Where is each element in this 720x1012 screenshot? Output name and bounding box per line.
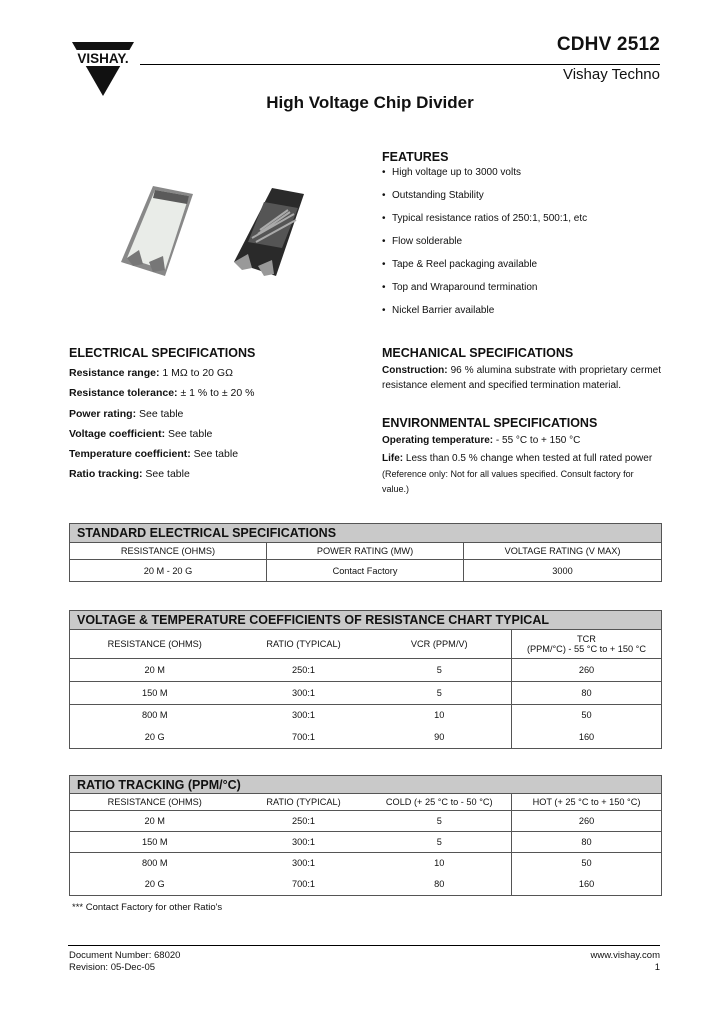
table-footnote: *** Contact Factory for other Ratio's: [72, 902, 223, 913]
footer-rule: [68, 945, 660, 946]
table-row: [70, 682, 662, 705]
manufacturer: Vishay Techno: [562, 66, 660, 83]
life-spec: Life: Less than 0.5 % change when tested at full rated power (Reference only: Not for all values specified. Consult factory for value.): [382, 453, 653, 494]
table-cell: 5: [368, 811, 512, 832]
features-list: [382, 167, 672, 328]
table-cell: 3000: [464, 560, 662, 582]
table-cell: 20 M - 20 G: [70, 560, 267, 582]
column-header: COLD (+ 25 °C to - 50 °C): [368, 794, 512, 811]
column-header: VCR (PPM/V): [368, 630, 512, 659]
table-cell: 50: [512, 853, 662, 874]
table-cell: 160: [512, 874, 662, 896]
table-row: [70, 726, 662, 749]
table-cell: 250:1: [240, 659, 368, 682]
column-header-tcr: TCR (PPM/°C) - 55 °C to + 150 °C: [512, 630, 662, 659]
feature-item: • Flow solderable: [382, 236, 672, 259]
life-note: (Reference only: Not for all values specified. Consult factory for value.): [382, 468, 634, 494]
table-cell: 250:1: [240, 811, 368, 832]
column-header: RESISTANCE (OHMS): [70, 630, 240, 659]
table-cell: 50: [512, 705, 662, 726]
feature-item: • Tape & Reel packaging available: [382, 259, 672, 282]
header-rule: [140, 64, 660, 65]
table-cell: 800 M: [70, 705, 240, 726]
table-cell: 300:1: [240, 853, 368, 874]
environmental-heading: ENVIRONMENTAL SPECIFICATIONS: [382, 416, 598, 430]
table-cell: 160: [512, 726, 662, 749]
table-cell: 700:1: [240, 726, 368, 749]
table-title: STANDARD ELECTRICAL SPECIFICATIONS: [70, 524, 662, 543]
table-cell: 20 M: [70, 811, 240, 832]
table-row: [70, 705, 662, 726]
table-cell: 700:1: [240, 874, 368, 896]
table-row: [70, 853, 662, 874]
operating-temperature: Operating temperature: - 55 °C to + 150 °C: [382, 435, 581, 446]
column-header: RATIO (TYPICAL): [240, 794, 368, 811]
column-header: HOT (+ 25 °C to + 150 °C): [512, 794, 662, 811]
features-heading: FEATURES: [382, 150, 449, 164]
table-title: RATIO TRACKING (PPM/°C): [70, 776, 662, 794]
logo-text: VISHAY.: [77, 51, 129, 66]
table-cell: 10: [368, 853, 512, 874]
table-cell: 300:1: [240, 705, 368, 726]
table-cell: 90: [368, 726, 512, 749]
vishay-logo: [68, 28, 138, 98]
revision: Revision: 05-Dec-05: [69, 962, 156, 973]
electrical-spec-list: [69, 367, 359, 489]
spec-line: Temperature coefficient: See table: [69, 448, 239, 461]
spec-line: Voltage coefficient: See table: [69, 427, 213, 440]
feature-item: • Top and Wraparound termination: [382, 282, 672, 305]
column-header: POWER RATING (MW): [267, 543, 464, 560]
chip-image-bottom: [228, 182, 328, 282]
table-cell: 80: [512, 832, 662, 853]
table-row: [70, 874, 662, 896]
chip-image-top: [105, 180, 205, 280]
ratio-tracking-table: [69, 775, 662, 896]
page-number: 1: [654, 962, 660, 973]
spec-line: Resistance range: 1 MΩ to 20 GΩ: [69, 367, 233, 379]
table-cell: 260: [512, 659, 662, 682]
website-link[interactable]: www.vishay.com: [590, 950, 660, 961]
table-cell: 300:1: [240, 832, 368, 853]
table-cell: 150 M: [70, 832, 240, 853]
table-cell: Contact Factory: [267, 560, 464, 582]
column-header: RESISTANCE (OHMS): [70, 794, 240, 811]
table-cell: 10: [368, 705, 512, 726]
part-number: CDHV 2512: [556, 34, 660, 55]
mechanical-heading: MECHANICAL SPECIFICATIONS: [382, 346, 574, 360]
column-header: VOLTAGE RATING (V MAX): [464, 543, 662, 560]
table-cell: 5: [368, 832, 512, 853]
table-row: [70, 659, 662, 682]
table-cell: 20 G: [70, 874, 240, 896]
table-row: [70, 832, 662, 853]
table-row: [70, 811, 662, 832]
table-cell: 80: [512, 682, 662, 705]
feature-item: • Typical resistance ratios of 250:1, 500:1, etc: [382, 213, 672, 236]
table-cell: 260: [512, 811, 662, 832]
mechanical-construction: Construction: 96 % alumina substrate with proprietary cermet resistance element and specified termination material.: [382, 365, 661, 391]
table-cell: 80: [368, 874, 512, 896]
page-title: High Voltage Chip Divider: [266, 93, 474, 112]
spec-line: Resistance tolerance: ± 1 % to ± 20 %: [69, 387, 255, 400]
table-row: [70, 560, 662, 582]
table-cell: 5: [368, 682, 512, 705]
electrical-heading: ELECTRICAL SPECIFICATIONS: [69, 346, 256, 360]
column-header: RESISTANCE (OHMS): [70, 543, 267, 560]
feature-item: • Nickel Barrier available: [382, 305, 672, 328]
table-cell: 150 M: [70, 682, 240, 705]
feature-item: • Outstanding Stability: [382, 190, 672, 213]
coefficients-table: [69, 610, 662, 749]
standard-electrical-table: [69, 523, 662, 582]
spec-line: Ratio tracking: See table: [69, 468, 190, 481]
feature-item: • High voltage up to 3000 volts: [382, 167, 672, 190]
table-title: VOLTAGE & TEMPERATURE COEFFICIENTS OF RESISTANCE CHART TYPICAL: [70, 611, 662, 630]
table-cell: 20 M: [70, 659, 240, 682]
table-cell: 20 G: [70, 726, 240, 749]
column-header: RATIO (TYPICAL): [240, 630, 368, 659]
table-cell: 5: [368, 659, 512, 682]
document-number: Document Number: 68020: [69, 950, 181, 961]
spec-line: Power rating: See table: [69, 407, 184, 420]
table-cell: 800 M: [70, 853, 240, 874]
table-cell: 300:1: [240, 682, 368, 705]
